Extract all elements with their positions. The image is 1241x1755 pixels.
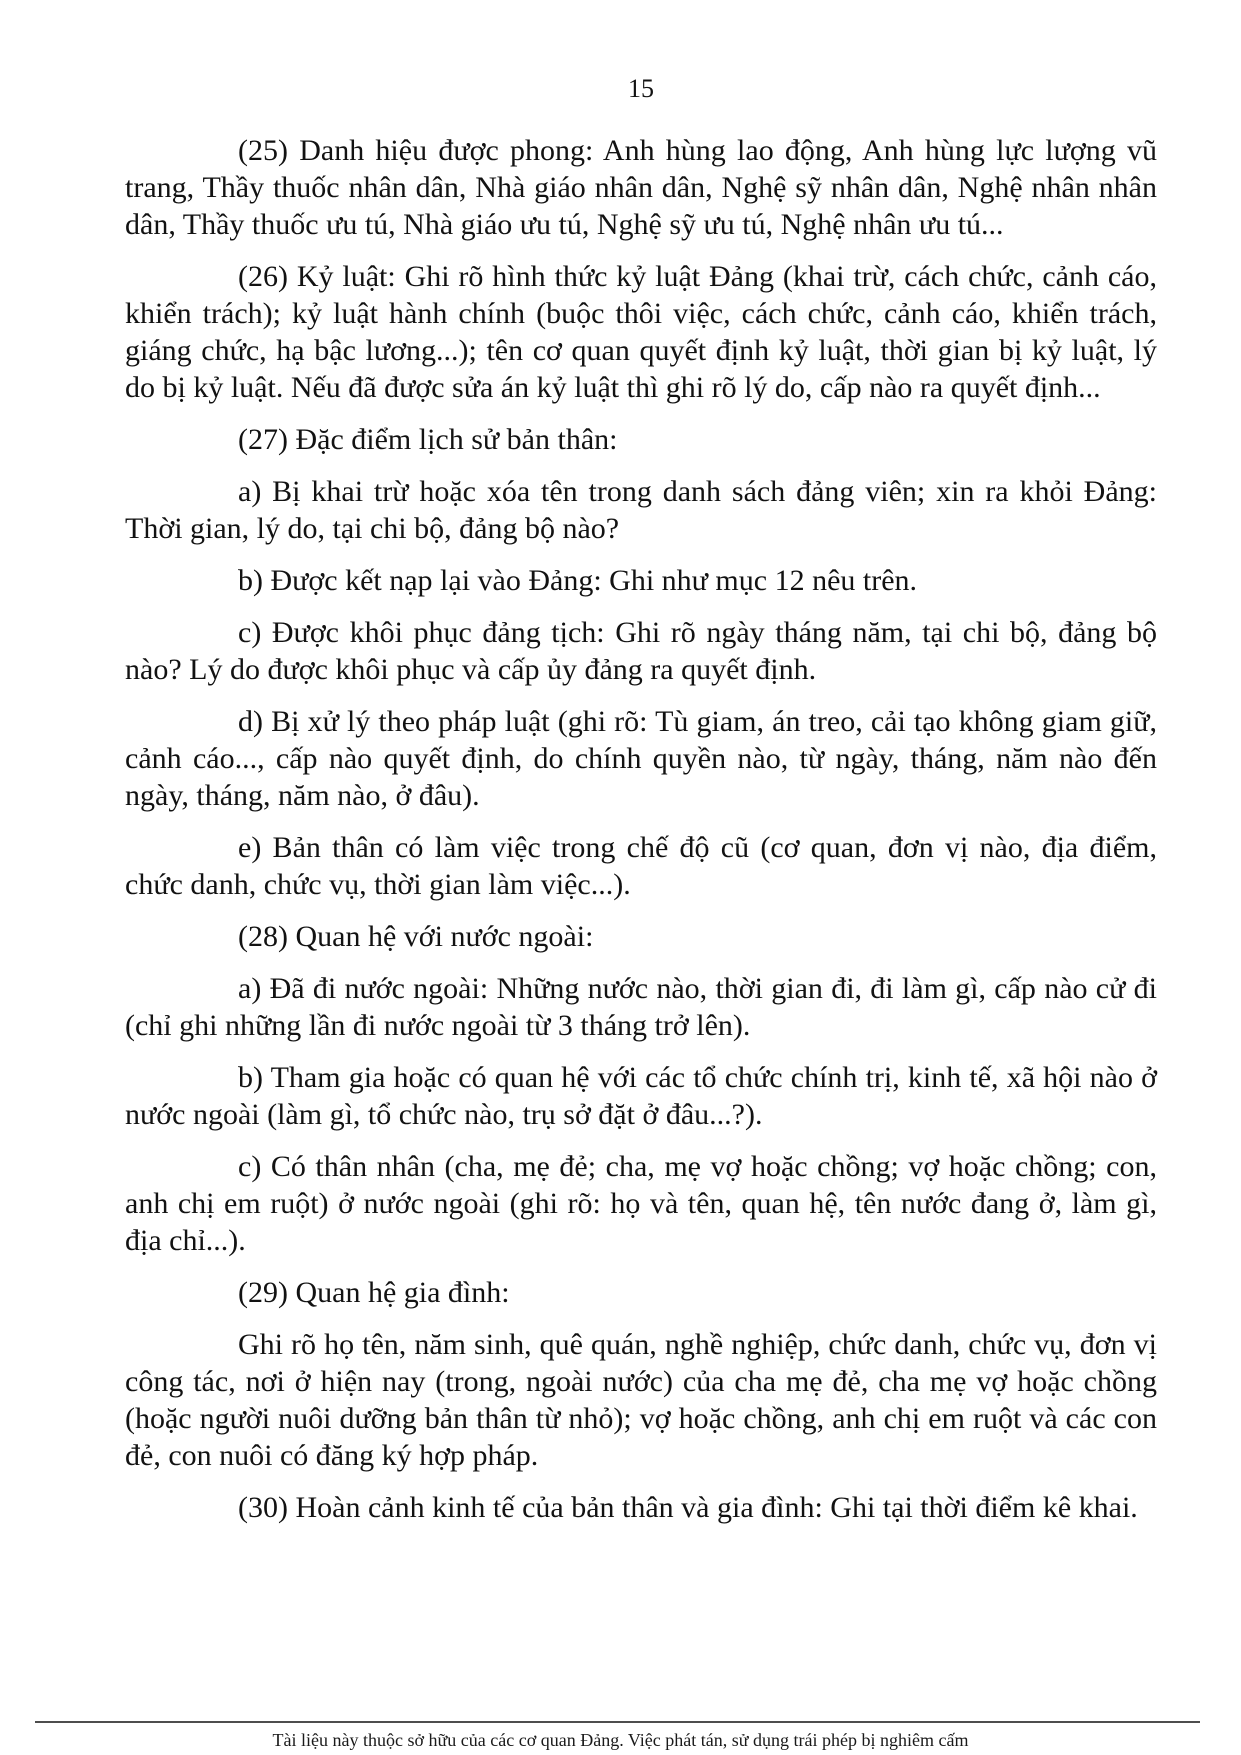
paragraph-25: (25) Danh hiệu được phong: Anh hùng lao động, Anh hùng lực lượng vũ trang, Thầy thuốc nhân dân, Nhà giáo nhân dân, Nghệ sỹ nhân dân, Nghệ nhân nhân dân, Thầy thuốc ưu tú, Nhà giáo ưu tú, Nghệ sỹ ưu tú, Nghệ nhân ưu tú... xyxy=(125,134,1157,241)
footer-disclaimer: Tài liệu này thuộc sở hữu của các cơ quan Đảng. Việc phát tán, sử dụng trái phép bị nghiêm cấm xyxy=(272,1730,969,1750)
paragraph-28: (28) Quan hệ với nước ngoài: xyxy=(238,920,594,953)
paragraph-26: (26) Kỷ luật: Ghi rõ hình thức kỷ luật Đảng (khai trừ, cách chức, cảnh cáo, khiển trách); kỷ luật hành chính (buộc thôi việc, cách chức, cảnh cáo, khiển trách, giáng chức, hạ bậc lương...); tên cơ quan quyết định kỷ luật, thời gian bị kỷ luật, lý do bị kỷ luật. Nếu đã được sửa án kỷ luật thì ghi rõ lý do, cấp nào ra quyết định... xyxy=(125,260,1157,404)
paragraph-29-detail: Ghi rõ họ tên, năm sinh, quê quán, nghề nghiệp, chức danh, chức vụ, đơn vị công tác, nơi ở hiện nay (trong, ngoài nước) của cha mẹ đẻ, cha mẹ vợ hoặc chồng (hoặc người nuôi dưỡng bản thân từ nhỏ); vợ hoặc chồng, anh chị em ruột và các con đẻ, con nuôi có đăng ký hợp pháp. xyxy=(125,1328,1157,1472)
item-27-a: a) Bị khai trừ hoặc xóa tên trong danh sách đảng viên; xin ra khỏi Đảng: Thời gian, lý do, tại chi bộ, đảng bộ nào? xyxy=(125,475,1157,545)
item-28-a: a) Đã đi nước ngoài: Những nước nào, thời gian đi, đi làm gì, cấp nào cử đi (chỉ ghi những lần đi nước ngoài từ 3 tháng trở lên). xyxy=(125,972,1157,1042)
document-body xyxy=(125,132,1157,1541)
item-27-e: e) Bản thân có làm việc trong chế độ cũ (cơ quan, đơn vị nào, địa điểm, chức danh, chức vụ, thời gian làm việc...). xyxy=(125,831,1157,901)
paragraph-30: (30) Hoàn cảnh kinh tế của bản thân và gia đình: Ghi tại thời điểm kê khai. xyxy=(238,1491,1138,1524)
item-28-b: b) Tham gia hoặc có quan hệ với các tổ chức chính trị, kinh tế, xã hội nào ở nước ngoài (làm gì, tổ chức nào, trụ sở đặt ở đâu...?). xyxy=(125,1061,1157,1131)
item-27-c: c) Được khôi phục đảng tịch: Ghi rõ ngày tháng năm, tại chi bộ, đảng bộ nào? Lý do được khôi phục và cấp ủy đảng ra quyết định. xyxy=(125,616,1157,686)
item-27-d: d) Bị xử lý theo pháp luật (ghi rõ: Tù giam, án treo, cải tạo không giam giữ, cảnh cáo..., cấp nào quyết định, do chính quyền nào, từ ngày, tháng, năm nào đến ngày, tháng, năm nào, ở đâu). xyxy=(125,705,1157,812)
footer-divider xyxy=(35,1721,1200,1723)
paragraph-27: (27) Đặc điểm lịch sử bản thân: xyxy=(238,423,618,456)
item-28-c: c) Có thân nhân (cha, mẹ đẻ; cha, mẹ vợ hoặc chồng; vợ hoặc chồng; con, anh chị em ruột) ở nước ngoài (ghi rõ: họ và tên, quan hệ, tên nước đang ở, làm gì, địa chỉ...). xyxy=(125,1150,1157,1257)
page-number: 15 xyxy=(628,74,654,103)
paragraph-29: (29) Quan hệ gia đình: xyxy=(238,1276,510,1309)
item-27-b: b) Được kết nạp lại vào Đảng: Ghi như mục 12 nêu trên. xyxy=(238,564,918,597)
